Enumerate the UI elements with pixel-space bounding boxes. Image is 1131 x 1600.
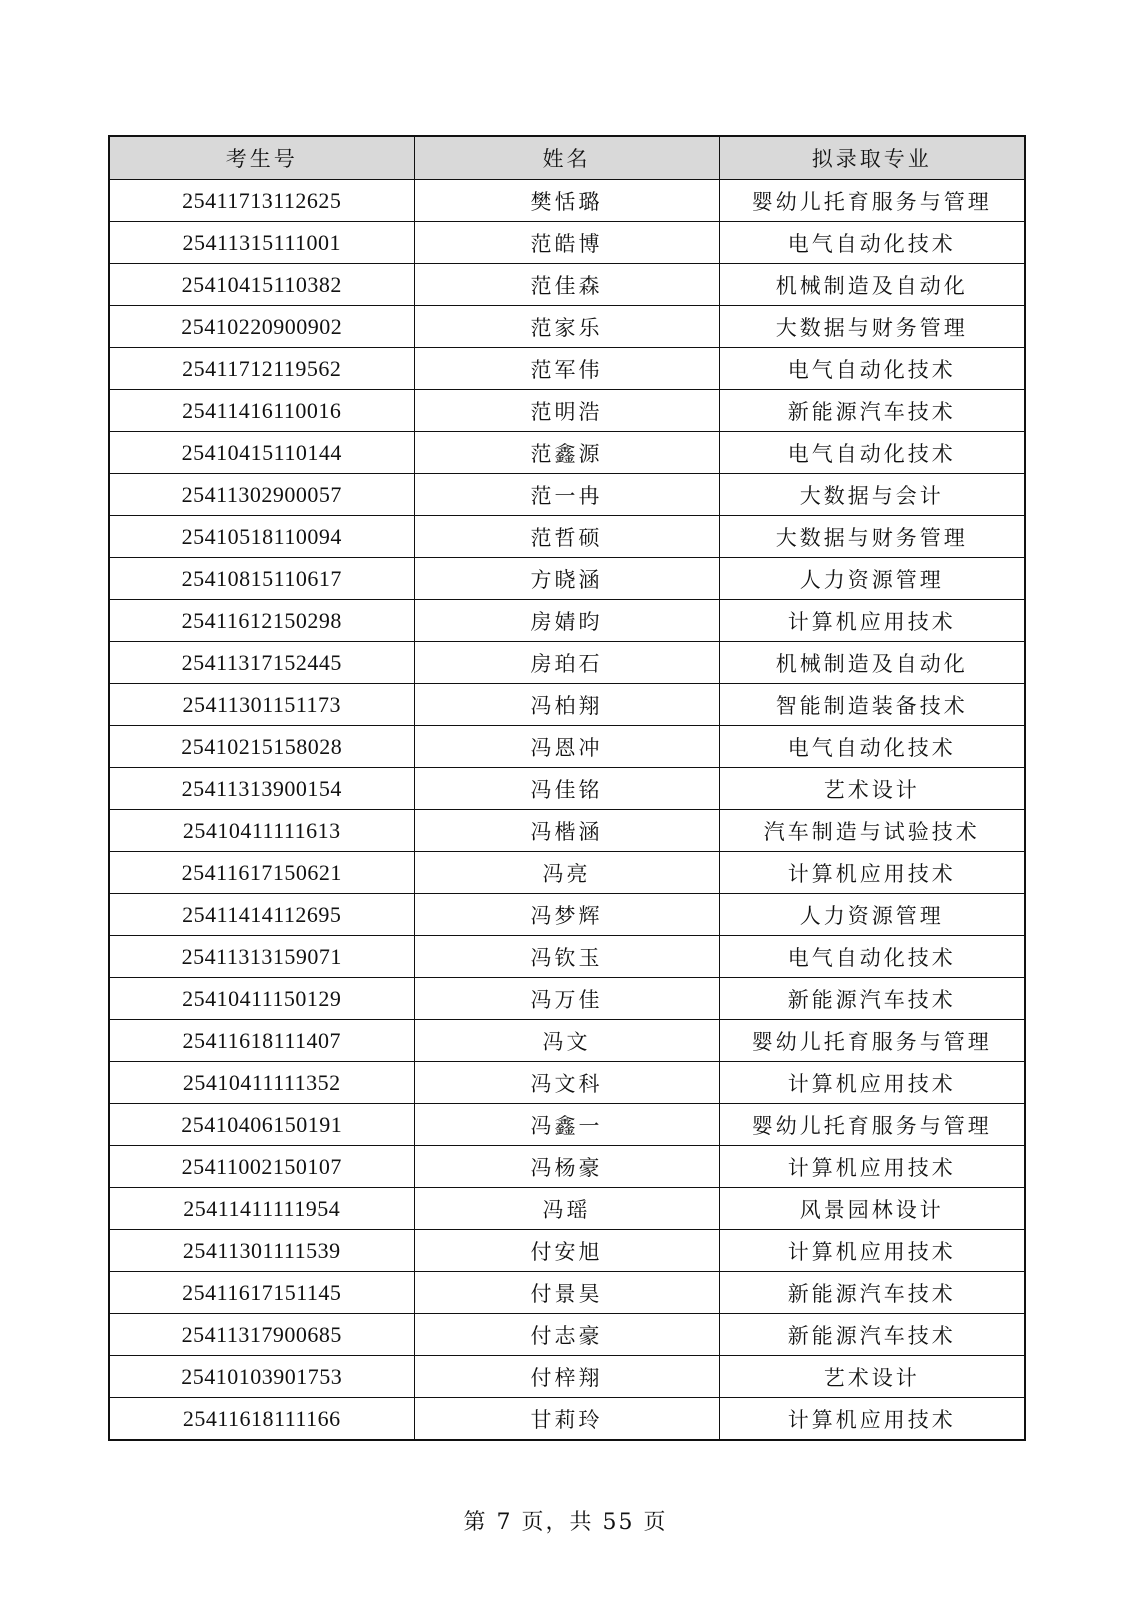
table-row <box>109 768 1025 810</box>
exam-id-cell: 25411612150298 <box>109 600 414 642</box>
major-cell: 汽车制造与试验技术 <box>719 810 1025 852</box>
major-cell: 婴幼儿托育服务与管理 <box>719 180 1025 222</box>
table-row <box>109 474 1025 516</box>
table-row <box>109 810 1025 852</box>
exam-id-cell: 25411617150621 <box>109 852 414 894</box>
major-cell: 新能源汽车技术 <box>719 1314 1025 1356</box>
exam-id-cell: 25411317900685 <box>109 1314 414 1356</box>
exam-id-cell: 25411315111001 <box>109 222 414 264</box>
student-name-cell: 范哲硕 <box>414 516 719 558</box>
exam-id-cell: 25410518110094 <box>109 516 414 558</box>
student-name-cell: 冯鑫一 <box>414 1104 719 1146</box>
header-major: 拟录取专业 <box>719 136 1025 180</box>
table-row <box>109 726 1025 768</box>
major-cell: 艺术设计 <box>719 1356 1025 1398</box>
major-cell: 电气自动化技术 <box>719 432 1025 474</box>
table-row <box>109 1188 1025 1230</box>
exam-id-cell: 25411313159071 <box>109 936 414 978</box>
major-cell: 新能源汽车技术 <box>719 1272 1025 1314</box>
exam-id-cell: 25411618111166 <box>109 1398 414 1441</box>
major-cell: 电气自动化技术 <box>719 348 1025 390</box>
exam-id-cell: 25410411111352 <box>109 1062 414 1104</box>
table-row <box>109 432 1025 474</box>
table-row <box>109 1398 1025 1441</box>
student-name-cell: 付景昊 <box>414 1272 719 1314</box>
student-name-cell: 冯亮 <box>414 852 719 894</box>
table-body <box>109 180 1025 1441</box>
table-row <box>109 684 1025 726</box>
exam-id-cell: 25410815110617 <box>109 558 414 600</box>
page-number-footer: 第 7 页，共 55 页 <box>463 1510 668 1535</box>
major-cell: 计算机应用技术 <box>719 600 1025 642</box>
student-name-cell: 冯文科 <box>414 1062 719 1104</box>
major-cell: 新能源汽车技术 <box>719 390 1025 432</box>
major-cell: 电气自动化技术 <box>719 222 1025 264</box>
student-name-cell: 甘莉玲 <box>414 1398 719 1441</box>
exam-id-cell: 25410415110382 <box>109 264 414 306</box>
exam-id-cell: 25410215158028 <box>109 726 414 768</box>
table-row <box>109 264 1025 306</box>
student-name-cell: 范一冉 <box>414 474 719 516</box>
major-cell: 计算机应用技术 <box>719 1146 1025 1188</box>
table-row <box>109 1062 1025 1104</box>
major-cell: 婴幼儿托育服务与管理 <box>719 1020 1025 1062</box>
major-cell: 艺术设计 <box>719 768 1025 810</box>
student-name-cell: 冯佳铭 <box>414 768 719 810</box>
table-row <box>109 1272 1025 1314</box>
header-exam-id: 考生号 <box>109 136 414 180</box>
exam-id-cell: 25411712119562 <box>109 348 414 390</box>
table-row <box>109 852 1025 894</box>
exam-id-cell: 25411002150107 <box>109 1146 414 1188</box>
table-row <box>109 600 1025 642</box>
table-row <box>109 558 1025 600</box>
table-row <box>109 222 1025 264</box>
major-cell: 电气自动化技术 <box>719 936 1025 978</box>
exam-id-cell: 25410103901753 <box>109 1356 414 1398</box>
student-name-cell: 樊恬璐 <box>414 180 719 222</box>
major-cell: 大数据与财务管理 <box>719 516 1025 558</box>
major-cell: 风景园林设计 <box>719 1188 1025 1230</box>
table-row <box>109 390 1025 432</box>
exam-id-cell: 25411416110016 <box>109 390 414 432</box>
exam-id-cell: 25411313900154 <box>109 768 414 810</box>
admission-table <box>108 135 1026 1441</box>
major-cell: 计算机应用技术 <box>719 852 1025 894</box>
exam-id-cell: 25410406150191 <box>109 1104 414 1146</box>
table-row <box>109 516 1025 558</box>
major-cell: 大数据与财务管理 <box>719 306 1025 348</box>
exam-id-cell: 25411317152445 <box>109 642 414 684</box>
major-cell: 人力资源管理 <box>719 558 1025 600</box>
major-cell: 人力资源管理 <box>719 894 1025 936</box>
student-name-cell: 冯瑶 <box>414 1188 719 1230</box>
table-row <box>109 1314 1025 1356</box>
exam-id-cell: 25411301111539 <box>109 1230 414 1272</box>
exam-id-cell: 25410411111613 <box>109 810 414 852</box>
student-name-cell: 冯梦辉 <box>414 894 719 936</box>
major-cell: 大数据与会计 <box>719 474 1025 516</box>
exam-id-cell: 25411617151145 <box>109 1272 414 1314</box>
student-name-cell: 冯文 <box>414 1020 719 1062</box>
student-name-cell: 房婧昀 <box>414 600 719 642</box>
exam-id-cell: 25411414112695 <box>109 894 414 936</box>
major-cell: 电气自动化技术 <box>719 726 1025 768</box>
table-row <box>109 894 1025 936</box>
major-cell: 计算机应用技术 <box>719 1398 1025 1441</box>
student-name-cell: 范军伟 <box>414 348 719 390</box>
student-name-cell: 付梓翔 <box>414 1356 719 1398</box>
table-row <box>109 936 1025 978</box>
table-row <box>109 978 1025 1020</box>
student-name-cell: 冯楷涵 <box>414 810 719 852</box>
student-name-cell: 冯杨豪 <box>414 1146 719 1188</box>
exam-id-cell: 25411302900057 <box>109 474 414 516</box>
exam-id-cell: 25410411150129 <box>109 978 414 1020</box>
exam-id-cell: 25410220900902 <box>109 306 414 348</box>
major-cell: 新能源汽车技术 <box>719 978 1025 1020</box>
table-row <box>109 1356 1025 1398</box>
student-name-cell: 冯万佳 <box>414 978 719 1020</box>
table-row <box>109 1146 1025 1188</box>
table-row <box>109 642 1025 684</box>
exam-id-cell: 25411618111407 <box>109 1020 414 1062</box>
student-name-cell: 付安旭 <box>414 1230 719 1272</box>
student-name-cell: 范家乐 <box>414 306 719 348</box>
table-row <box>109 348 1025 390</box>
major-cell: 计算机应用技术 <box>719 1230 1025 1272</box>
student-name-cell: 范明浩 <box>414 390 719 432</box>
table-row <box>109 180 1025 222</box>
header-name: 姓名 <box>414 136 719 180</box>
major-cell: 机械制造及自动化 <box>719 642 1025 684</box>
table-row <box>109 1230 1025 1272</box>
student-name-cell: 冯柏翔 <box>414 684 719 726</box>
table-row <box>109 1104 1025 1146</box>
student-name-cell: 范鑫源 <box>414 432 719 474</box>
student-name-cell: 冯恩冲 <box>414 726 719 768</box>
student-name-cell: 冯钦玉 <box>414 936 719 978</box>
major-cell: 婴幼儿托育服务与管理 <box>719 1104 1025 1146</box>
table-row <box>109 1020 1025 1062</box>
student-name-cell: 范佳森 <box>414 264 719 306</box>
student-name-cell: 方晓涵 <box>414 558 719 600</box>
exam-id-cell: 25411713112625 <box>109 180 414 222</box>
exam-id-cell: 25411411111954 <box>109 1188 414 1230</box>
table-row <box>109 306 1025 348</box>
exam-id-cell: 25411301151173 <box>109 684 414 726</box>
major-cell: 计算机应用技术 <box>719 1062 1025 1104</box>
student-name-cell: 范皓博 <box>414 222 719 264</box>
exam-id-cell: 25410415110144 <box>109 432 414 474</box>
major-cell: 机械制造及自动化 <box>719 264 1025 306</box>
student-name-cell: 付志豪 <box>414 1314 719 1356</box>
student-name-cell: 房珀石 <box>414 642 719 684</box>
table-header-row <box>109 136 1025 180</box>
major-cell: 智能制造装备技术 <box>719 684 1025 726</box>
